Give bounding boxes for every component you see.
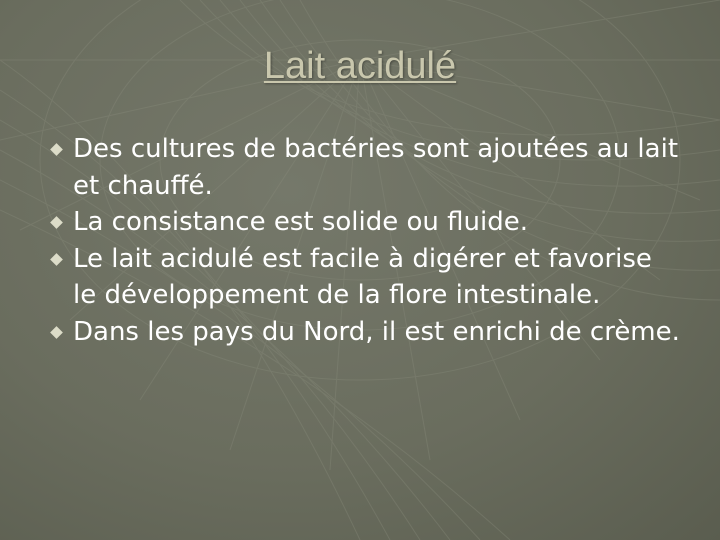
bullet-item: [50, 241, 680, 314]
bullet-text: La consistance est solide ou fluide.: [73, 207, 528, 237]
slide-title: Lait acidulé: [263, 45, 457, 87]
bullet-text: Des cultures de bactéries sont ajoutées au lait et chauffé.: [73, 134, 679, 201]
bullet-text: Le lait acidulé est facile à digérer et favorise le développement de la flore intestinale.: [73, 243, 652, 310]
bullet-text: Dans les pays du Nord, il est enrichi de crème.: [73, 316, 680, 347]
diamond-bullet-icon: [50, 253, 63, 266]
bullet-item: [50, 314, 680, 351]
diamond-bullet-icon: [50, 326, 63, 339]
diamond-bullet-icon: [50, 143, 63, 156]
bullet-list: [50, 131, 680, 350]
bullet-item: [50, 131, 680, 204]
bullet-item: [50, 204, 680, 241]
diamond-bullet-icon: [50, 216, 63, 229]
